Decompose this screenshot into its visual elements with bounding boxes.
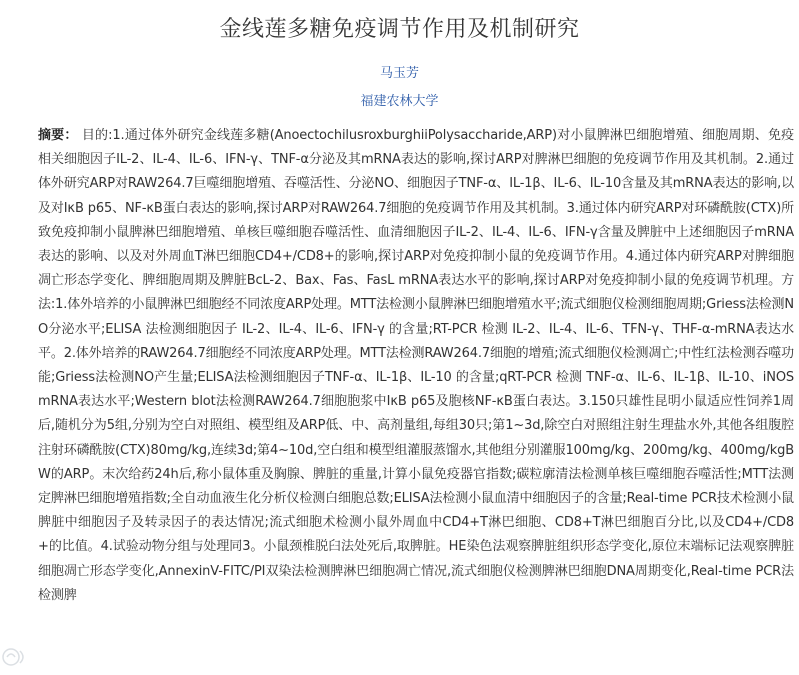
affiliation[interactable]: 福建农林大学 <box>360 94 439 109</box>
author-name[interactable]: 马玉芳 <box>379 66 419 81</box>
paper-title: 金线莲多糖免疫调节作用及机制研究 <box>219 17 580 42</box>
abstract-label: 摘要： <box>38 128 78 143</box>
watermark-icon <box>0 643 34 669</box>
abstract <box>38 124 794 608</box>
abstract-text: 目的:1.通过体外研究金线莲多糖(AnoectochilusroxburghiiPolysaccharide,ARP)对小鼠脾淋巴细胞增殖、细胞周期、免疫相关细胞因子IL-2、IL-4、IL-6、IFN-γ、TNF-α分泌及其mRNA表达的影响,探讨ARP对脾淋巴细胞的免疫调节作用及其机制。2.通过体外研究ARP对RAW264.7巨噬细胞增殖、吞噬活性、分泌NO、细胞因子TNF-α、IL-1β、IL-6、IL-10含量及其mRNA表达的影响,以及对IκB p65、NF-κB蛋白表达的影响,探讨ARP对RAW264.7细胞的免疫调节作用及其机制。3.通过体内研究ARP对环磷酰胺(CTX)所致免疫抑制小鼠脾淋巴细胞增殖、单核巨噬细胞吞噬活性、血清细胞因子IL-2、IL-4、IL-6、IFN-γ含量及脾脏中上述细胞因子mRNA表达的影响、以及对外周血T淋巴细胞CD4+/CD8+的影响,探讨ARP对免疫抑制小鼠的免疫调节作用。4.通过体内研究ARP对脾细胞凋亡形态学变化、脾细胞周期及脾脏BcL-2、Bax、Fas、FasL mRNA表达水平的影响,探讨ARP对免疫抑制小鼠的免疫调节机理。方法:1.体外培养的小鼠脾淋巴细胞经不同浓度ARP处理。MTT法检测小鼠脾淋巴细胞增殖水平;流式细胞仪检测细胞周期;Griess法检测NO分泌水平;ELISA 法检测细胞因子 IL-2、IL-4、IL-6、IFN-γ 的含量;RT-PCR 检测 IL-2、IL-4、IL-6、TFN-γ、THF-α-mRNA表达水平。2.体外培养的RAW264.7细胞经不同浓度ARP处理。MTT法检测RAW264.7细胞的增殖;流式细胞仪检测凋亡;中性红法检测吞噬功能;Griess法检测NO产生量;ELISA法检测细胞因子TNF-α、IL-1β、IL-10 的含量;qRT-PCR 检测 TNF-α、IL-6、IL-1β、IL-10、iNOS mRNA表达水平;Western blot法检测RAW264.7细胞胞浆中IκB p65及胞核NF-κB蛋白表达。3.150只雄性昆明小鼠适应性饲养1周后,随机分为5组,分别为空白对照组、模型组及ARP低、中、高剂量组,每组30只;第1~3d,除空白对照组注射生理盐水外,其他各组腹腔注射环磷酰胺(CTX)80mg/kg,连续3d;第4~10d,空白组和模型组灌服蒸馏水,其他组分别灌服100mg/kg、200mg/kg、400mg/kgBW的ARP。末次给药24h后,称小鼠体重及胸腺、脾脏的重量,计算小鼠免疫器官指数;碳粒廓清法检测单核巨噬细胞吞噬活性;MTT法测定脾淋巴细胞增殖指数;全自动血液生化分析仪检测白细胞总数;ELISA法检测小鼠血清中细胞因子的含量;Real-time PCR技术检测小鼠脾脏中细胞因子及转录因子的表达情况;流式细胞术检测小鼠外周血中CD4+T淋巴细胞、CD8+T淋巴细胞百分比,以及CD4+/CD8+的比值。4.试验动物分组与处理同3。小鼠颈椎脱臼法处死后,取脾脏。HE染色法观察脾脏组织形态学变化,原位末端标记法观察脾脏细胞凋亡形态学变化,AnnexinV-FITC/PI双染法检测脾淋巴细胞凋亡情况,流式细胞仪检测脾淋巴细胞DNA周期变化,Real-time PCR法检测脾 <box>38 128 794 603</box>
